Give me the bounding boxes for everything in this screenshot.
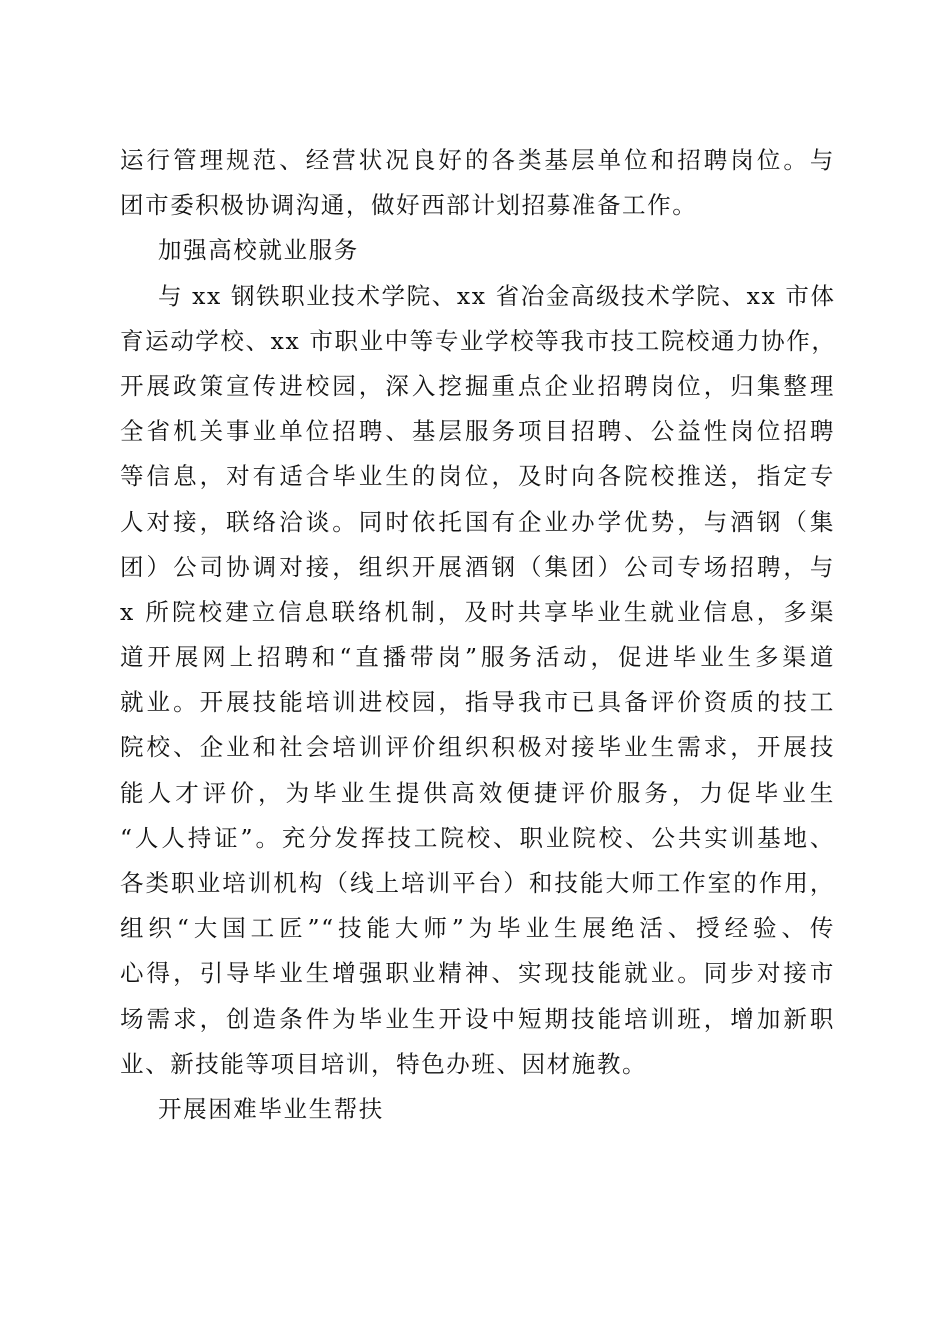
paragraph-line: 团）公司协调对接，组织开展酒钢（集团）公司专场招聘，与	[120, 552, 835, 581]
paragraph-line: 育运动学校、xx 市职业中等专业学校等我市技工院校通力协作，	[120, 326, 837, 355]
paragraph-line: 等信息，对有适合毕业生的岗位，及时向各院校推送，指定专	[120, 462, 835, 491]
paragraph-line: 业、新技能等项目培训，特色办班、因材施教。	[120, 1049, 648, 1078]
paragraph-line: 与 xx 钢铁职业技术学院、xx 省冶金高级技术学院、xx 市体	[158, 281, 836, 310]
paragraph-line: 团市委积极协调沟通，做好西部计划招募准备工作。	[120, 191, 698, 220]
paragraph-line: x 所院校建立信息联络机制，及时共享毕业生就业信息，多渠	[120, 597, 835, 626]
document-body	[120, 138, 835, 1132]
paragraph-line: 各类职业培训机构（线上培训平台）和技能大师工作室的作用，	[120, 869, 835, 897]
paragraph-line: 人对接，联络洽谈。同时依托国有企业办学优势，与酒钢（集	[120, 507, 835, 536]
section-heading: 加强高校就业服务	[158, 236, 359, 265]
paragraph-line: 就业。开展技能培训进校园，指导我市已具备评价资质的技工	[120, 688, 835, 717]
paragraph-line: 组织“大国工匠”“技能大师”为毕业生展绝活、授经验、传	[120, 914, 835, 943]
paragraph-line: 心得，引导毕业生增强职业精神、实现技能就业。同步对接市	[120, 959, 835, 988]
paragraph-line: 运行管理规范、经营状况良好的各类基层单位和招聘岗位。与	[120, 146, 835, 174]
paragraph-line: 道开展网上招聘和“直播带岗”服务活动，促进毕业生多渠道	[120, 643, 835, 672]
paragraph-line: 全省机关事业单位招聘、基层服务项目招聘、公益性岗位招聘	[120, 417, 835, 446]
paragraph-line: 能人才评价，为毕业生提供高效便捷评价服务，力促毕业生	[120, 778, 835, 807]
paragraph-line: 开展政策宣传进校园，深入挖掘重点企业招聘岗位，归集整理	[120, 371, 835, 400]
section-heading: 开展困难毕业生帮扶	[158, 1094, 384, 1123]
paragraph-line: 院校、企业和社会培训评价组织积极对接毕业生需求，开展技	[120, 733, 835, 762]
paragraph-line: 场需求，创造条件为毕业生开设中短期技能培训班，增加新职	[120, 1004, 835, 1033]
paragraph-line: “人人持证”。充分发挥技工院校、职业院校、公共实训基地、	[120, 823, 835, 852]
